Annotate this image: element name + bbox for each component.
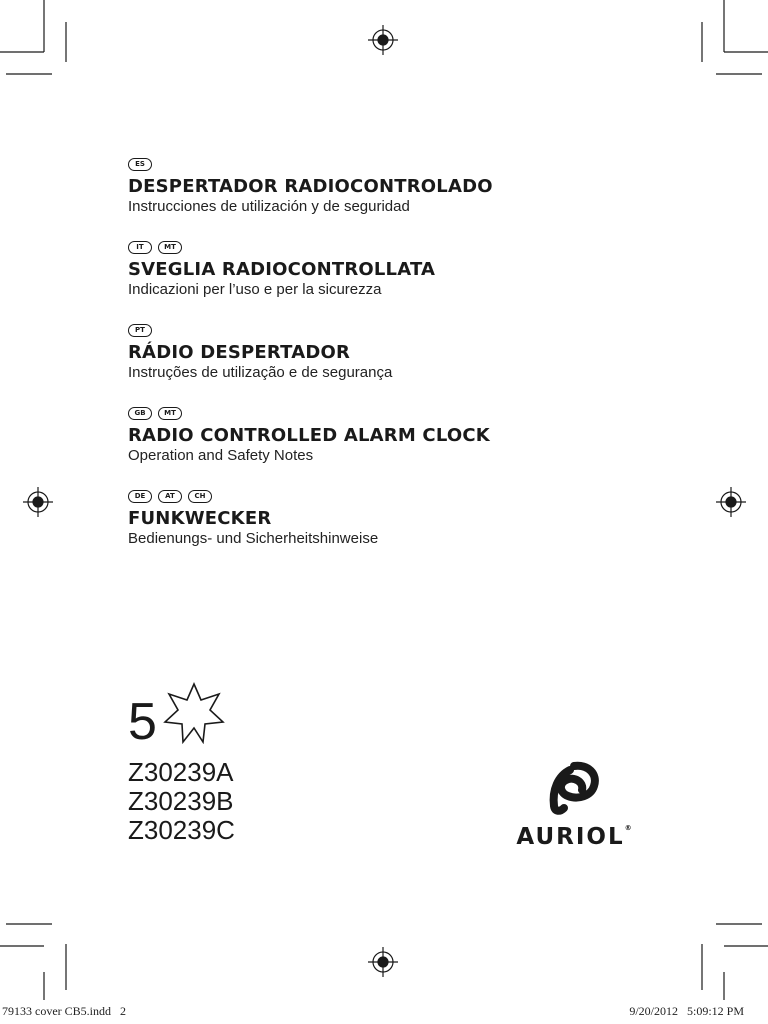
section-subtitle: Instrucciones de utilización y de seguridad bbox=[128, 198, 410, 215]
language-badge: ES bbox=[128, 158, 152, 171]
section-subtitle: Instruções de utilização e de segurança bbox=[128, 364, 393, 381]
language-badge: DE bbox=[128, 490, 152, 503]
section-title: FUNKWECKER bbox=[128, 508, 272, 529]
language-badge: IT bbox=[128, 241, 152, 254]
section-it-mt bbox=[128, 241, 728, 299]
language-badges bbox=[128, 407, 728, 421]
language-badges bbox=[128, 241, 728, 255]
star-outline-icon bbox=[163, 682, 225, 744]
model-number: Z30239A bbox=[128, 757, 234, 787]
language-badge: CH bbox=[188, 490, 212, 503]
model-numbers bbox=[128, 758, 235, 845]
warranty-rating bbox=[128, 682, 225, 752]
language-badges bbox=[128, 324, 728, 338]
brand-logo bbox=[506, 760, 642, 850]
registered-mark: ® bbox=[624, 824, 632, 832]
language-badges bbox=[128, 158, 728, 172]
registration-mark-left bbox=[23, 487, 53, 517]
section-pt bbox=[128, 324, 728, 382]
section-title: RÁDIO DESPERTADOR bbox=[128, 342, 351, 363]
brand-name: AURIOL® bbox=[516, 824, 632, 850]
section-de-at-ch bbox=[128, 490, 728, 548]
section-subtitle: Operation and Safety Notes bbox=[128, 447, 314, 464]
auriol-swirl-logo bbox=[544, 760, 604, 816]
registration-mark-top bbox=[368, 25, 398, 55]
slug-filename: 79133 cover CB5.indd 2 bbox=[2, 1004, 126, 1018]
language-badge: PT bbox=[128, 324, 152, 337]
language-badge: MT bbox=[158, 241, 182, 254]
section-title: DESPERTADOR RADIOCONTROLADO bbox=[128, 176, 493, 197]
language-badges bbox=[128, 490, 728, 504]
warranty-years: 5 bbox=[128, 693, 157, 751]
section-subtitle: Indicazioni per l’uso e per la sicurezza bbox=[128, 281, 382, 298]
section-title: RADIO CONTROLLED ALARM CLOCK bbox=[128, 425, 490, 446]
slug-timestamp: 9/20/2012 5:09:12 PM bbox=[629, 1004, 744, 1018]
section-title: SVEGLIA RADIOCONTROLLATA bbox=[128, 259, 436, 280]
section-subtitle: Bedienungs- und Sicherheitshinweise bbox=[128, 530, 379, 547]
language-badge: GB bbox=[128, 407, 152, 420]
section-gb-mt bbox=[128, 407, 728, 465]
registration-mark-bottom bbox=[368, 947, 398, 977]
language-badge: AT bbox=[158, 490, 182, 503]
model-number: Z30239B bbox=[128, 786, 234, 816]
model-number: Z30239C bbox=[128, 815, 235, 845]
language-badge: MT bbox=[158, 407, 182, 420]
section-es bbox=[128, 158, 728, 216]
